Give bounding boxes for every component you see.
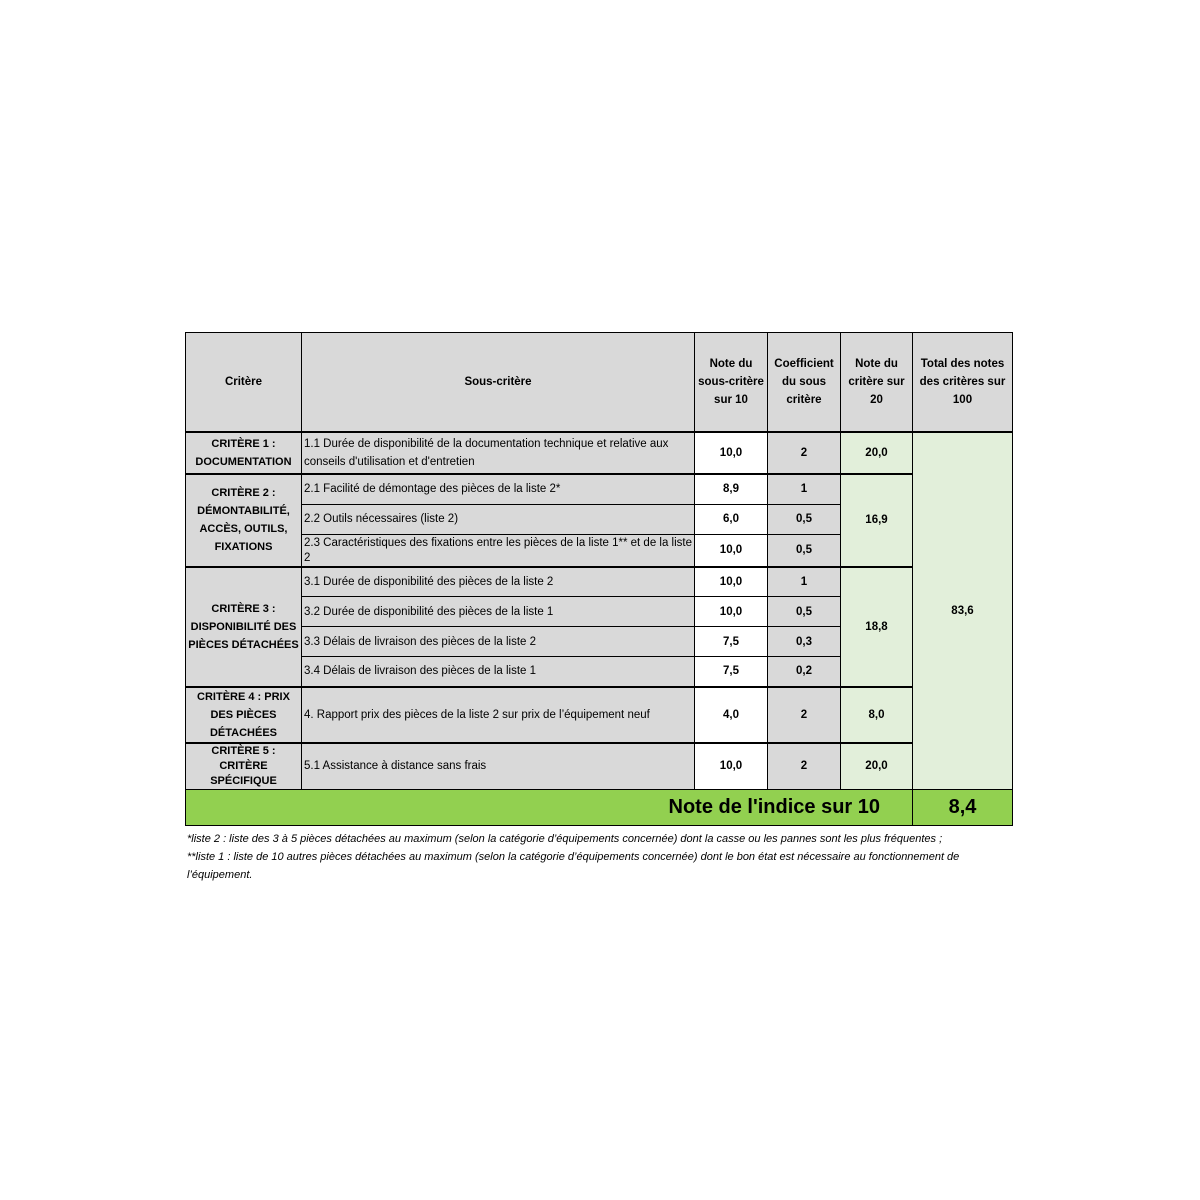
note-2-1: 8,9 — [695, 474, 768, 504]
header-sous-critere: Sous-critère — [302, 333, 695, 433]
coef-2-3: 0,5 — [768, 534, 841, 567]
table-row — [186, 474, 1013, 504]
critere-2-label: CRITÈRE 2 : DÉMONTABILITÉ, ACCÈS, OUTILS, FIXATIONS — [186, 474, 302, 567]
header-coefficient: Coefficient du sous critère — [768, 333, 841, 433]
note-2-2: 6,0 — [695, 504, 768, 534]
total-sur-100: 83,6 — [913, 432, 1013, 789]
sous-critere-1-1: 1.1 Durée de disponibilité de la documentation technique et relative aux conseils d'utilisation et d'entretien — [302, 432, 695, 474]
coef-2-2: 0,5 — [768, 504, 841, 534]
final-score-value: 8,4 — [913, 789, 1013, 825]
coef-3-1: 1 — [768, 567, 841, 597]
sous-critere-5-1: 5.1 Assistance à distance sans frais — [302, 743, 695, 790]
footnote-liste-2: *liste 2 : liste des 3 à 5 pièces détachées au maximum (selon la catégorie d’équipements concernée) dont la casse ou les pannes sont les plus fréquentes ; — [187, 832, 943, 845]
critere-5-label: CRITÈRE 5 : CRITÈRE SPÉCIFIQUE — [186, 743, 302, 790]
sous-critere-4: 4. Rapport prix des pièces de la liste 2 sur prix de l’équipement neuf — [302, 687, 695, 743]
note-3-4: 7,5 — [695, 657, 768, 687]
coef-2-1: 1 — [768, 474, 841, 504]
coef-3-2: 0,5 — [768, 597, 841, 627]
header-critere: Critère — [186, 333, 302, 433]
table-row — [186, 743, 1013, 790]
repairability-index-table — [185, 332, 1013, 826]
final-score-label: Note de l'indice sur 10 — [186, 789, 913, 825]
sous-critere-3-4: 3.4 Délais de livraison des pièces de la liste 1 — [302, 657, 695, 687]
note-3-2: 10,0 — [695, 597, 768, 627]
table-row — [186, 567, 1013, 597]
coef-1-1: 2 — [768, 432, 841, 474]
header-note-critere: Note du critère sur 20 — [841, 333, 913, 433]
coef-3-4: 0,2 — [768, 657, 841, 687]
critere-1-label: CRITÈRE 1 : DOCUMENTATION — [186, 432, 302, 474]
repairability-index-table-container — [185, 332, 1012, 884]
coef-3-3: 0,3 — [768, 627, 841, 657]
table-header-row — [186, 333, 1013, 433]
table-row — [186, 432, 1013, 474]
note-1-1: 10,0 — [695, 432, 768, 474]
note-2-3: 10,0 — [695, 534, 768, 567]
critere-4-label: CRITÈRE 4 : PRIX DES PIÈCES DÉTACHÉES — [186, 687, 302, 743]
footnote-liste-1: **liste 1 : liste de 10 autres pièces détachées au maximum (selon la catégorie d’équipements concernée) dont le bon état est nécessaire au fonctionnement de l’équipement. — [187, 850, 960, 881]
critere-3-label: CRITÈRE 3 : DISPONIBILITÉ DES PIÈCES DÉTACHÉES — [186, 567, 302, 687]
note-5-1: 10,0 — [695, 743, 768, 790]
note-critere-2: 16,9 — [841, 474, 913, 567]
note-4: 4,0 — [695, 687, 768, 743]
note-critere-1: 20,0 — [841, 432, 913, 474]
footnotes — [185, 830, 1012, 884]
sous-critere-3-2: 3.2 Durée de disponibilité des pièces de la liste 1 — [302, 597, 695, 627]
note-3-1: 10,0 — [695, 567, 768, 597]
table-row — [186, 687, 1013, 743]
coef-4: 2 — [768, 687, 841, 743]
sous-critere-2-1: 2.1 Facilité de démontage des pièces de la liste 2* — [302, 474, 695, 504]
sous-critere-2-2: 2.2 Outils nécessaires (liste 2) — [302, 504, 695, 534]
sous-critere-3-3: 3.3 Délais de livraison des pièces de la liste 2 — [302, 627, 695, 657]
note-critere-4: 8,0 — [841, 687, 913, 743]
coef-5-1: 2 — [768, 743, 841, 790]
sous-critere-2-3: 2.3 Caractéristiques des fixations entre les pièces de la liste 1** et de la liste 2 — [302, 534, 695, 567]
header-total: Total des notes des critères sur 100 — [913, 333, 1013, 433]
sous-critere-3-1: 3.1 Durée de disponibilité des pièces de la liste 2 — [302, 567, 695, 597]
note-critere-3: 18,8 — [841, 567, 913, 687]
note-critere-5: 20,0 — [841, 743, 913, 790]
header-note-sous-critere: Note du sous-critère sur 10 — [695, 333, 768, 433]
note-3-3: 7,5 — [695, 627, 768, 657]
final-score-row — [186, 789, 1013, 825]
